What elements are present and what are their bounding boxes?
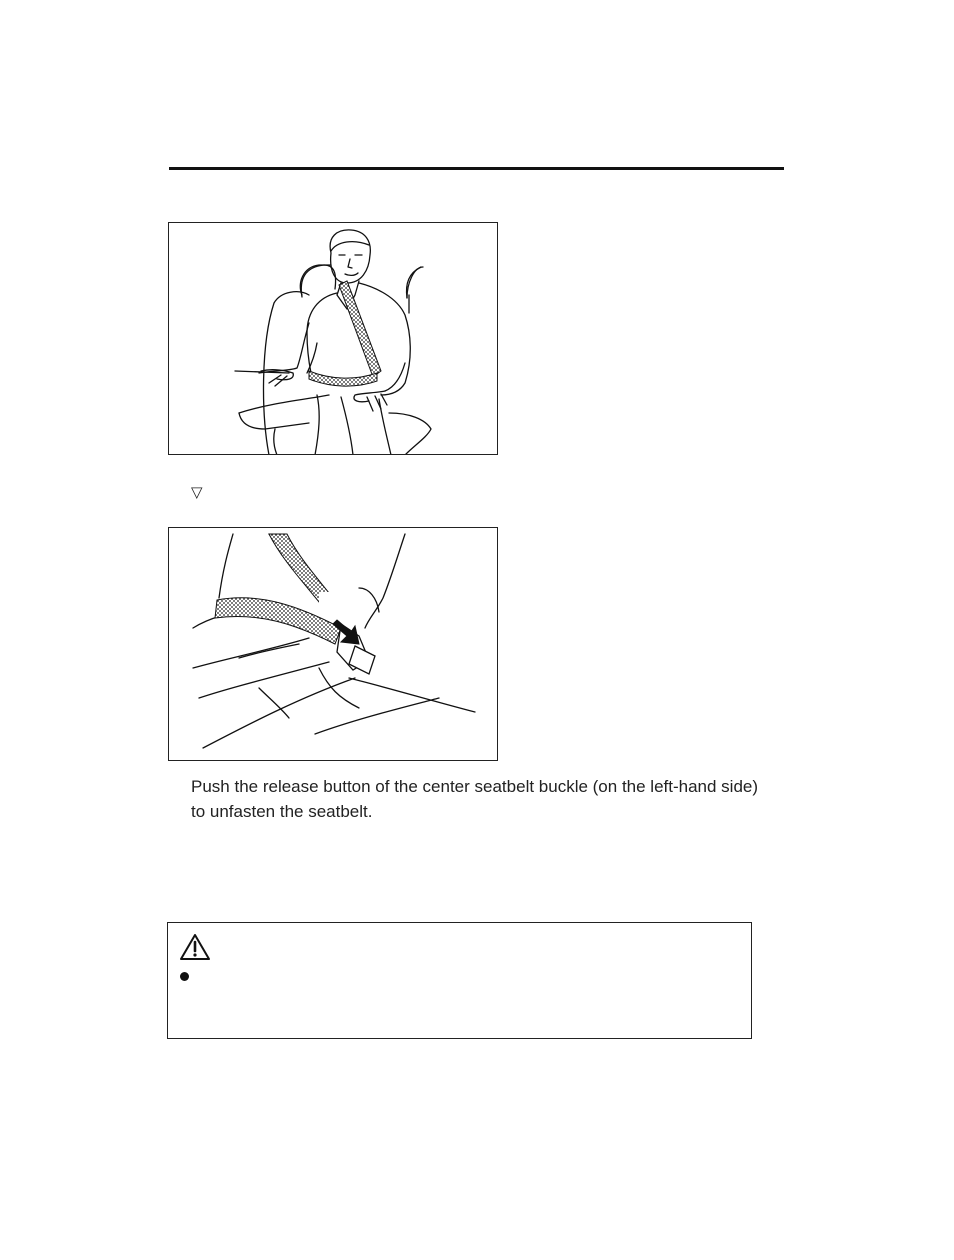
instruction-text: Push the release button of the center seatbelt buckle (on the left-hand side) to unfasten the seatbelt. — [191, 777, 759, 821]
seated-passenger-illustration — [169, 223, 497, 454]
bullet-dot-icon — [180, 972, 189, 981]
header-rule — [169, 167, 784, 170]
buckle-release-illustration — [169, 528, 497, 760]
triangle-marker: ▽ — [191, 484, 203, 501]
warning-box — [167, 922, 752, 1039]
warning-triangle-icon — [179, 933, 211, 961]
figure-buckle-release — [168, 527, 498, 761]
figure-seated-passenger — [168, 222, 498, 455]
